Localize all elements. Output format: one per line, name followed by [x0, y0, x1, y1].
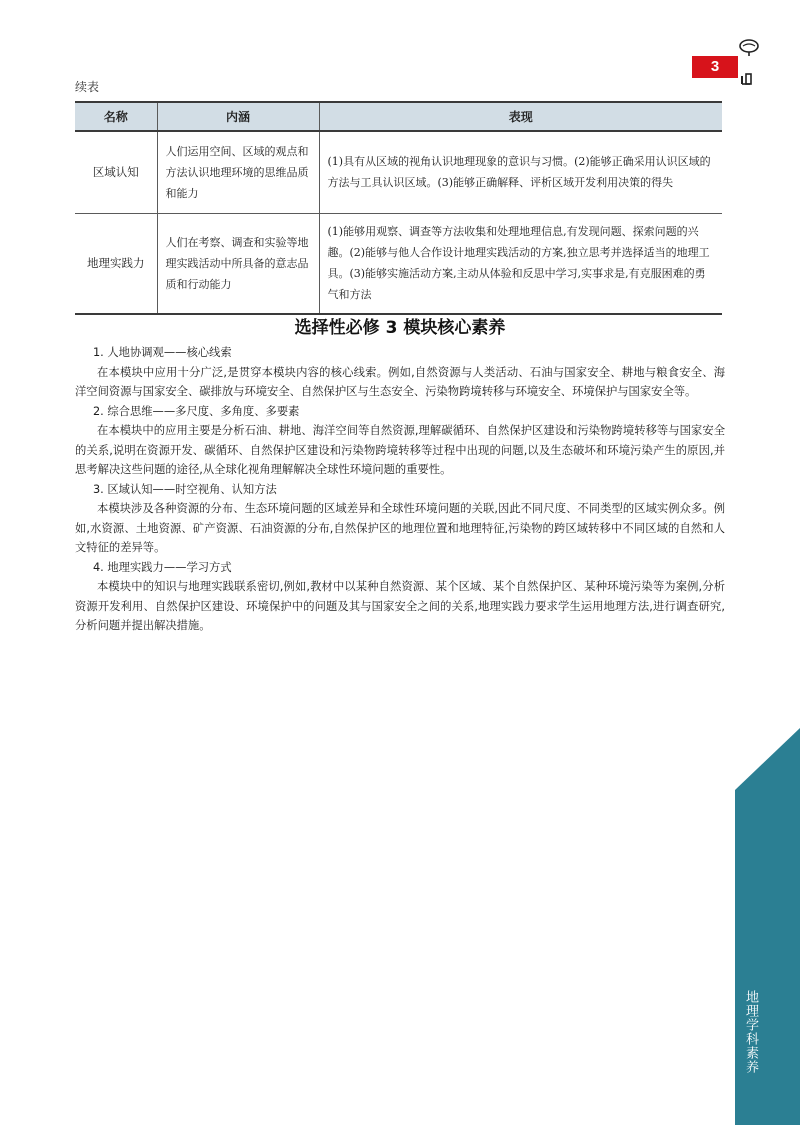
item-paragraph: 在本模块中的应用主要是分析石油、耕地、海洋空间等自然资源,理解碳循环、自然保护区建设和污染物跨境转移等与国家安全的关系,说明在资源开发、碳循环、自然保护区建设和污染物跨境转移等过程中出现的问题,以及生态破坏和环境污染产生的原因,并思考解决这些问题的途径,从全球化视角理解解决全球性环境问题的重要性。 [75, 424, 725, 476]
item-heading: 4. 地理实践力——学习方式 [93, 560, 232, 574]
literacy-table [75, 101, 722, 315]
row-performance: (1)能够用观察、调查等方法收集和处理地理信息,有发现问题、探索问题的兴趣。(2)能够与他人合作设计地理实践活动的方案,独立思考并选择适当的地理工具。(3)能够实施活动方案,主动从体验和反思中学习,实事求是,有克服困难的勇气和方法 [319, 213, 722, 313]
table-row [75, 131, 722, 213]
table-row [75, 213, 722, 313]
header-name: 名称 [75, 103, 157, 131]
section-body [75, 343, 725, 636]
page-number-badge: 3 [692, 56, 738, 78]
table-header-row [75, 103, 722, 131]
row-name: 区域认知 [75, 131, 157, 213]
header-performance: 表现 [319, 103, 722, 131]
row-performance: (1)具有从区域的视角认识地理现象的意识与习惯。(2)能够正确采用认识区域的方法与工具认识区域。(3)能够正确解释、评析区域开发利用决策的得失 [319, 131, 722, 213]
header-connotation: 内涵 [157, 103, 319, 131]
side-tab-label: 地理学科素养 [743, 990, 758, 1074]
section-title: 选择性必修 3 模块核心素养 [294, 318, 506, 338]
row-name: 地理实践力 [87, 255, 145, 270]
continued-table-label: 续表 [75, 80, 100, 94]
row-connotation: 人们在考察、调查和实验等地理实践活动中所具备的意志品质和行动能力 [157, 213, 319, 313]
page-decoration-icon [732, 36, 772, 90]
item-heading: 2. 综合思维——多尺度、多角度、多要素 [93, 404, 300, 418]
item-paragraph: 本模块涉及各种资源的分布、生态环境问题的区域差异和全球性环境问题的关联,因此不同尺度、不同类型的区域实例众多。例如,水资源、土地资源、矿产资源、石油资源的分布,自然保护区的地理位置和地理特征,污染物的跨区域转移中不同区域的自然和人文特征的差异等。 [75, 502, 725, 554]
item-paragraph: 在本模块中应用十分广泛,是贯穿本模块内容的核心线索。例如,自然资源与人类活动、石油与国家安全、耕地与粮食安全、海洋空间资源与国家安全、碳排放与环境安全、自然保护区与生态安全、污染物跨境转移与环境安全、环境保护与国家安全等。 [75, 365, 725, 398]
row-connotation: 人们运用空间、区域的观点和方法认识地理环境的思维品质和能力 [157, 131, 319, 213]
item-heading: 1. 人地协调观——核心线索 [93, 346, 232, 359]
item-paragraph: 本模块中的知识与地理实践联系密切,例如,教材中以某种自然资源、某个区域、某个自然保护区、某种环境污染等为案例,分析资源开发利用、自然保护区建设、环境保护中的问题及其与国家安全之间的关系,地理实践力要求学生运用地理方法,进行调查研究,分析问题并提出解决措施。 [75, 580, 725, 632]
item-heading: 3. 区域认知——时空视角、认知方法 [93, 482, 277, 496]
